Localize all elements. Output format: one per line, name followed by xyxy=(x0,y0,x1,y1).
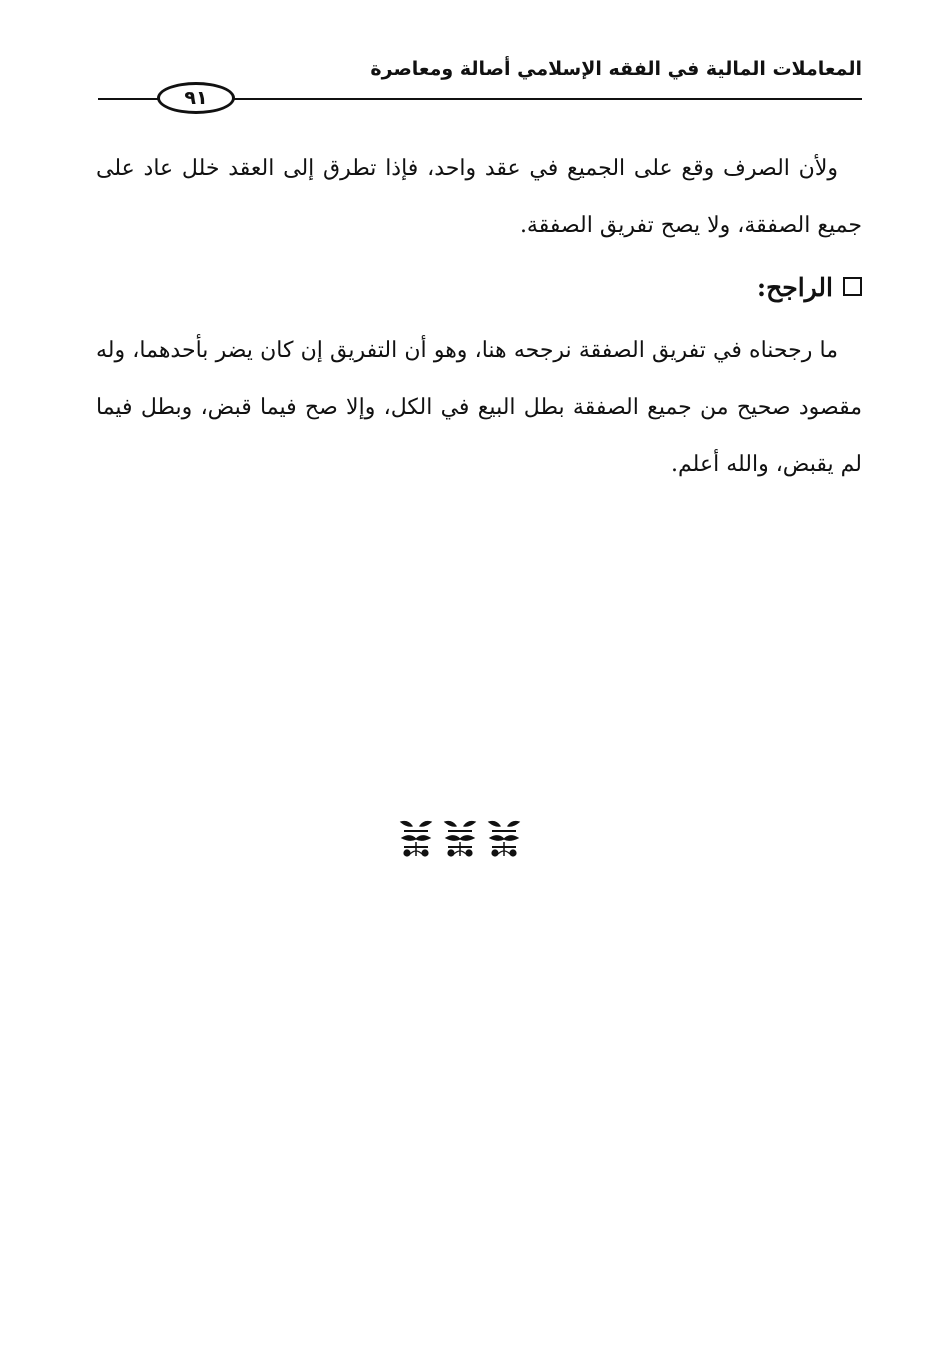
floral-ornament-icon xyxy=(398,818,434,858)
paragraph-1-text: ولأن الصرف وقع على الجميع في عقد واحد، فإذا تطرق إلى العقد خلل عاد على جميع الصفقة، ولا يصح تفريق الصفقة. xyxy=(96,156,862,238)
floral-ornament-icon xyxy=(442,818,478,858)
floral-ornament-icon xyxy=(486,818,522,858)
section-heading xyxy=(757,268,862,308)
page-number: ٩١ xyxy=(157,82,235,114)
running-header-title: المعاملات المالية في الفقه الإسلامي أصالة ومعاصرة xyxy=(370,58,862,80)
checkbox-square-icon xyxy=(843,277,862,296)
paragraph-2-text: ما رجحناه في تفريق الصفقة نرجحه هنا، وهو أن التفريق إن كان يضر بأحدهما، وله مقصود صحيح من جميع الصفقة بطل البيع في الكل، وإلا صح فيما قبض، وبطل فيما لم يقبض، والله أعلم. xyxy=(96,338,862,477)
paragraph-1 xyxy=(96,140,862,254)
paragraph-2 xyxy=(96,322,862,493)
section-heading-text: الراجح: xyxy=(756,273,833,302)
section-end-ornaments xyxy=(398,818,522,858)
